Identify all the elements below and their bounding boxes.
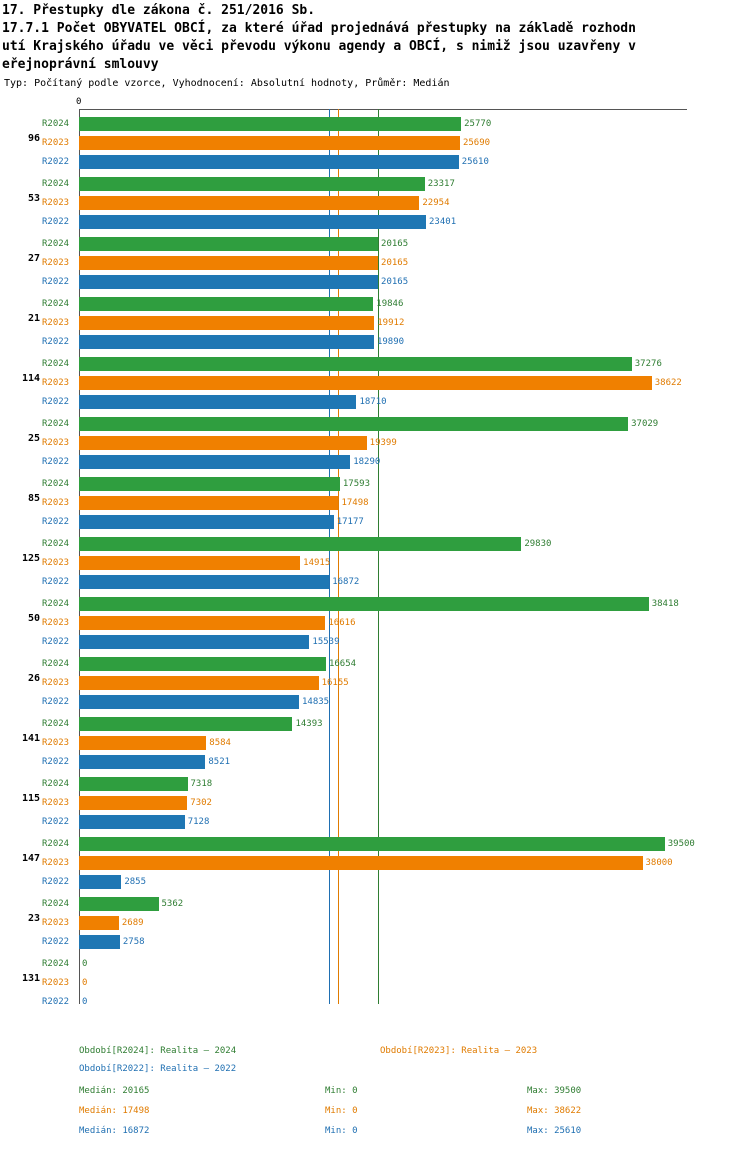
- series-label: R2024: [42, 359, 70, 369]
- bar-value-label: 29830: [524, 539, 552, 549]
- bar-row: [42, 674, 750, 692]
- series-label: R2024: [42, 719, 70, 729]
- bar-row: [42, 254, 750, 272]
- chart-title-block: [0, 0, 750, 91]
- series-label: R2024: [42, 419, 70, 429]
- bar: [79, 316, 374, 330]
- bar-group: [0, 115, 750, 175]
- stats-min-2022: Min: 0: [325, 1126, 358, 1136]
- bar: [79, 395, 356, 409]
- group-label: 23: [27, 913, 40, 924]
- bar-row: [42, 494, 750, 512]
- series-label: R2024: [42, 539, 70, 549]
- title-line-3: utí Krajského úřadu ve věci převodu výkonu agendy a OBCÍ, s nimiž jsou uzavřeny v: [2, 39, 636, 54]
- axis-top-line: [79, 109, 687, 110]
- bar-value-label: 7318: [190, 779, 213, 789]
- bar-value-label: 37029: [631, 419, 659, 429]
- group-label: 50: [27, 613, 40, 624]
- group-label: 53: [27, 193, 40, 204]
- group-label: 115: [21, 793, 40, 804]
- bar-value-label: 38000: [645, 858, 673, 868]
- bar-value-label: 19912: [377, 318, 405, 328]
- bar: [79, 575, 329, 589]
- bar: [79, 695, 299, 709]
- series-label: R2022: [42, 757, 70, 767]
- series-label: R2022: [42, 877, 70, 887]
- bar: [79, 297, 373, 311]
- series-label: R2023: [42, 498, 70, 508]
- bar-value-label: 20165: [381, 277, 409, 287]
- stats-max-2023: Max: 38622: [527, 1106, 582, 1116]
- series-label: R2023: [42, 138, 70, 148]
- bar-value-label: 16872: [332, 577, 360, 587]
- stats-median-2024: Medián: 20165: [79, 1086, 150, 1096]
- bar-row: [42, 753, 750, 771]
- bar-value-label: 2689: [121, 918, 144, 928]
- bar: [79, 537, 521, 551]
- bar-group: [0, 295, 750, 355]
- bar-row: [42, 475, 750, 493]
- series-label: R2023: [42, 798, 70, 808]
- bar: [79, 556, 300, 570]
- bar-row: [42, 914, 750, 932]
- bar-group: [0, 175, 750, 235]
- bar: [79, 597, 649, 611]
- bar-row: [42, 333, 750, 351]
- stats-max-2022: Max: 25610: [527, 1126, 582, 1136]
- bar-value-label: 16654: [328, 659, 357, 669]
- series-label: R2023: [42, 558, 70, 568]
- bar-value-label: 20165: [381, 239, 409, 249]
- series-label: R2022: [42, 577, 70, 587]
- bar: [79, 496, 338, 510]
- bar-row: [42, 295, 750, 313]
- series-label: R2022: [42, 457, 70, 467]
- bar: [79, 796, 187, 810]
- bar-group: [0, 655, 750, 715]
- group-label: 131: [21, 973, 40, 984]
- series-label: R2022: [42, 937, 70, 947]
- bar-row: [42, 415, 750, 433]
- bar-value-label: 38622: [654, 378, 682, 388]
- bar-row: [42, 974, 750, 992]
- bar-value-label: 8521: [208, 757, 231, 767]
- series-label: R2023: [42, 258, 70, 268]
- bar-group: [0, 595, 750, 655]
- series-label: R2022: [42, 337, 70, 347]
- chart-legend: [0, 1046, 750, 1146]
- bar-row: [42, 895, 750, 913]
- group-label: 27: [27, 253, 40, 264]
- bar: [79, 477, 340, 491]
- bar-group: [0, 895, 750, 955]
- bar: [79, 275, 378, 289]
- bar-value-label: 8584: [209, 738, 231, 748]
- bar-value-label: 18710: [359, 397, 387, 407]
- series-label: R2023: [42, 378, 70, 388]
- group-label: 114: [21, 373, 40, 384]
- bar: [79, 436, 367, 450]
- legend-item-2023: Období[R2023]: Realita – 2023: [380, 1046, 538, 1056]
- bar: [79, 256, 378, 270]
- stats-median-2022: Medián: 16872: [79, 1126, 150, 1136]
- stats-min-2024: Min: 0: [325, 1086, 358, 1096]
- bar: [79, 856, 643, 870]
- group-label: 26: [27, 673, 40, 684]
- bar-row: [42, 535, 750, 553]
- bar-value-label: 20165: [381, 258, 409, 268]
- bar-group: [0, 235, 750, 295]
- bar-value-label: 16155: [321, 678, 349, 688]
- bar-group: [0, 775, 750, 835]
- series-label: R2024: [42, 119, 70, 129]
- series-label: R2023: [42, 618, 70, 628]
- bar-value-label: 17593: [342, 479, 370, 489]
- bar-row: [42, 854, 750, 872]
- series-label: R2024: [42, 779, 70, 789]
- bar-group: [0, 475, 750, 535]
- series-label: R2022: [42, 397, 70, 407]
- group-label: 85: [27, 493, 40, 504]
- bar-row: [42, 175, 750, 193]
- bar: [79, 237, 378, 251]
- bar-row: [42, 693, 750, 711]
- bar-value-label: 19399: [369, 438, 397, 448]
- series-label: R2024: [42, 899, 70, 909]
- series-label: R2024: [42, 599, 70, 609]
- bar-value-label: 5362: [161, 899, 184, 909]
- bar: [79, 875, 121, 889]
- bar-value-label: 19890: [376, 337, 405, 347]
- bar-value-label: 15539: [312, 637, 340, 647]
- bar-row: [42, 513, 750, 531]
- bar-chart: [0, 97, 750, 1007]
- bar-value-label: 14835: [301, 697, 330, 707]
- bar-value-label: 25690: [462, 138, 491, 148]
- bar-row: [42, 453, 750, 471]
- bar-group: [0, 715, 750, 775]
- bar-row: [42, 873, 750, 891]
- bar: [79, 635, 309, 649]
- series-label: R2023: [42, 318, 70, 328]
- title-line-2: 17.7.1 Počet OBYVATEL OBCÍ, za které úřad projednává přestupky na základě rozhodn: [2, 21, 636, 36]
- series-label: R2024: [42, 179, 70, 189]
- group-label: 96: [27, 133, 40, 144]
- bar-group: [0, 955, 750, 1015]
- series-label: R2023: [42, 678, 70, 688]
- bar-group: [0, 415, 750, 475]
- bar-value-label: 18290: [353, 457, 381, 467]
- bar: [79, 717, 292, 731]
- legend-item-2024: Období[R2024]: Realita – 2024: [79, 1046, 237, 1056]
- bar-row: [42, 355, 750, 373]
- bar-value-label: 0: [82, 997, 88, 1007]
- bar: [79, 515, 334, 529]
- bar: [79, 455, 350, 469]
- bar: [79, 777, 188, 791]
- title-line-4: eřejnoprávní smlouvy: [2, 57, 159, 72]
- series-label: R2022: [42, 157, 70, 167]
- bar: [79, 417, 628, 431]
- bar-value-label: 16616: [328, 618, 356, 628]
- bar-group: [0, 835, 750, 895]
- bar-row: [42, 633, 750, 651]
- series-label: R2022: [42, 217, 70, 227]
- bar-row: [42, 273, 750, 291]
- bar-value-label: 17177: [336, 517, 364, 527]
- bar-row: [42, 993, 750, 1011]
- bar-row: [42, 734, 750, 752]
- bar-row: [42, 115, 750, 133]
- bar: [79, 136, 460, 150]
- bar: [79, 117, 461, 131]
- group-label: 25: [27, 433, 40, 444]
- series-label: R2022: [42, 517, 70, 527]
- bar-value-label: 23317: [427, 179, 455, 189]
- bar-group: [0, 535, 750, 595]
- bar-row: [42, 813, 750, 831]
- bar-row: [42, 393, 750, 411]
- bar-value-label: 0: [82, 978, 88, 988]
- series-label: R2024: [42, 239, 70, 249]
- bar-row: [42, 775, 750, 793]
- bar-row: [42, 554, 750, 572]
- bar: [79, 815, 185, 829]
- bar: [79, 616, 325, 630]
- bar-row: [42, 715, 750, 733]
- bar: [79, 676, 319, 690]
- bar-row: [42, 655, 750, 673]
- bar: [79, 897, 159, 911]
- series-label: R2023: [42, 918, 70, 928]
- group-label: 125: [21, 553, 40, 564]
- bar-value-label: 17498: [341, 498, 369, 508]
- bar-value-label: 2758: [122, 937, 145, 947]
- chart-subtitle: Typ: Počítaný podle vzorce, Vyhodnocení: Absolutní hodnoty, Průměr: Medián: [4, 78, 450, 89]
- series-label: R2024: [42, 959, 70, 969]
- bar: [79, 657, 326, 671]
- bar-value-label: 22954: [422, 198, 450, 208]
- bar: [79, 736, 206, 750]
- axis-zero-label: 0: [76, 97, 82, 107]
- bar-row: [42, 314, 750, 332]
- bar-row: [42, 835, 750, 853]
- bar: [79, 755, 205, 769]
- bar-value-label: 19846: [376, 299, 404, 309]
- bar-value-label: 38418: [651, 599, 679, 609]
- bar: [79, 177, 425, 191]
- series-label: R2023: [42, 438, 70, 448]
- series-label: R2022: [42, 997, 70, 1007]
- bar-value-label: 0: [82, 959, 88, 969]
- bar: [79, 155, 459, 169]
- bar-row: [42, 235, 750, 253]
- bar-value-label: 2855: [124, 877, 147, 887]
- bar: [79, 916, 119, 930]
- bar-value-label: 14915: [303, 558, 331, 568]
- bar: [79, 376, 652, 390]
- bar-row: [42, 434, 750, 452]
- series-label: R2024: [42, 839, 70, 849]
- series-label: R2022: [42, 817, 70, 827]
- bar-row: [42, 573, 750, 591]
- group-label: 21: [27, 313, 40, 324]
- series-label: R2022: [42, 637, 70, 647]
- bar-value-label: 39500: [667, 839, 695, 849]
- bar: [79, 335, 374, 349]
- stats-median-2023: Medián: 17498: [79, 1106, 150, 1116]
- stats-max-2024: Max: 39500: [527, 1086, 582, 1096]
- stats-min-2023: Min: 0: [325, 1106, 358, 1116]
- bar-row: [42, 134, 750, 152]
- series-label: R2024: [42, 299, 70, 309]
- bar-row: [42, 153, 750, 171]
- bar-value-label: 25770: [464, 119, 492, 129]
- bar-row: [42, 374, 750, 392]
- bar-value-label: 25610: [461, 157, 489, 167]
- bar-row: [42, 933, 750, 951]
- bar-row: [42, 213, 750, 231]
- series-label: R2024: [42, 659, 70, 669]
- series-label: R2022: [42, 277, 70, 287]
- legend-item-2022: Období[R2022]: Realita – 2022: [79, 1064, 237, 1074]
- bar: [79, 935, 120, 949]
- bar-value-label: 7302: [190, 798, 212, 808]
- bar: [79, 196, 419, 210]
- bar-row: [42, 794, 750, 812]
- bar-group: [0, 355, 750, 415]
- group-label: 147: [21, 853, 40, 864]
- bar-row: [42, 194, 750, 212]
- bar: [79, 357, 632, 371]
- bar-value-label: 23401: [429, 217, 457, 227]
- series-label: R2023: [42, 858, 70, 868]
- title-line-1: 17. Přestupky dle zákona č. 251/2016 Sb.: [2, 3, 316, 18]
- bar-value-label: 37276: [634, 359, 662, 369]
- series-label: R2024: [42, 479, 70, 489]
- bar-row: [42, 595, 750, 613]
- series-label: R2023: [42, 978, 70, 988]
- bar: [79, 837, 665, 851]
- bar: [79, 215, 426, 229]
- bar-value-label: 7128: [187, 817, 210, 827]
- bar-row: [42, 614, 750, 632]
- bar-row: [42, 955, 750, 973]
- series-label: R2023: [42, 738, 70, 748]
- series-label: R2023: [42, 198, 70, 208]
- bar-value-label: 14393: [295, 719, 323, 729]
- series-label: R2022: [42, 697, 70, 707]
- group-label: 141: [21, 733, 40, 744]
